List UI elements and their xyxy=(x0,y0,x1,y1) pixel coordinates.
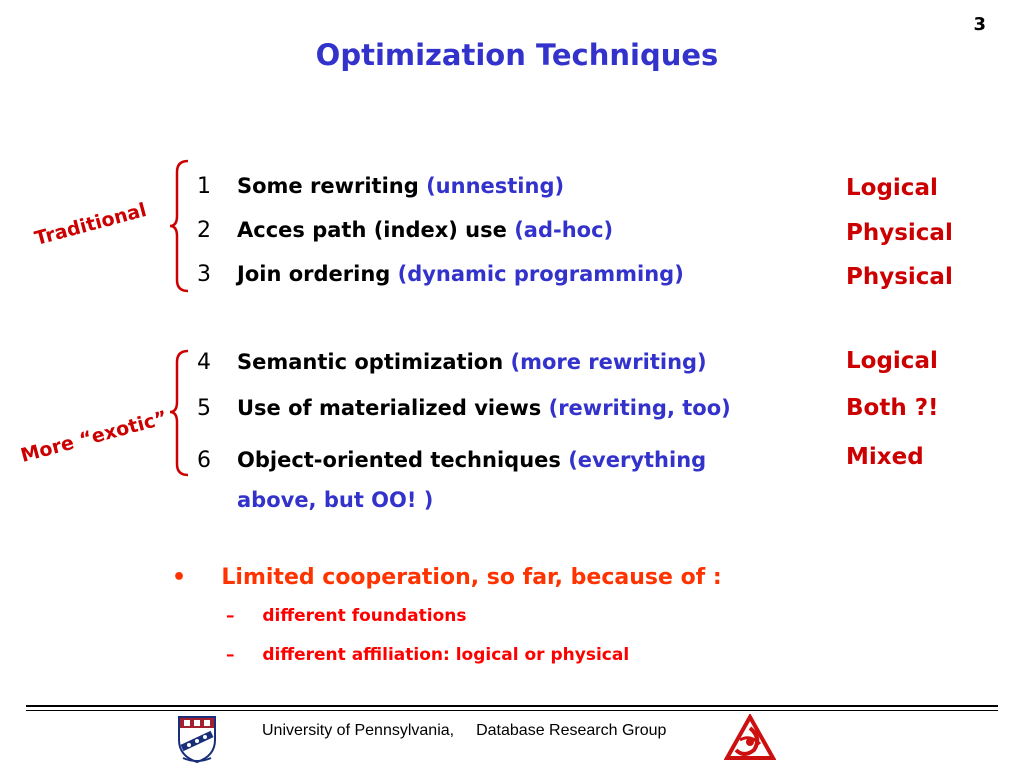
research-group-triangle-logo xyxy=(724,714,776,762)
page-number: 3 xyxy=(973,14,986,35)
item-kind: Mixed xyxy=(846,444,924,470)
bullet-marker: • xyxy=(172,565,187,590)
item-text xyxy=(237,396,731,420)
group-label-exotic: More “exotic” xyxy=(18,406,170,467)
item-note: (rewriting, too) xyxy=(548,396,731,420)
item-note: (dynamic programming) xyxy=(397,262,684,286)
item-number: 6 xyxy=(197,448,211,473)
item-kind: Physical xyxy=(846,220,953,246)
item-label: Join ordering xyxy=(237,262,398,286)
sub-bullet xyxy=(226,645,629,665)
item-kind: Logical xyxy=(846,348,938,374)
traditional-brace xyxy=(168,158,192,294)
item-note: (more rewriting) xyxy=(510,350,707,374)
footer-group: Database Research Group xyxy=(476,722,667,739)
item-kind: Logical xyxy=(846,175,938,201)
sub-bullet-marker: – xyxy=(226,606,235,626)
item-label: Acces path (index) use xyxy=(237,218,515,242)
sub-bullet-text: different affiliation: logical or physical xyxy=(262,645,630,665)
item-label: Semantic optimization xyxy=(237,350,511,374)
item-kind: Both ?! xyxy=(846,395,939,421)
sub-bullet-text: different foundations xyxy=(262,606,467,626)
sub-bullet xyxy=(226,606,466,626)
exotic-brace xyxy=(168,348,192,478)
slide-title: Optimization Techniques xyxy=(315,38,719,72)
item-note-continued: above, but OO! ) xyxy=(237,488,434,512)
item-label: Some rewriting xyxy=(237,174,427,198)
bullet-text: Limited cooperation, so far, because of : xyxy=(221,565,722,590)
item-text xyxy=(237,218,613,242)
group-label-traditional: Traditional xyxy=(32,199,149,250)
item-number: 2 xyxy=(197,218,211,243)
footer-text xyxy=(262,722,666,740)
item-note: (unnesting) xyxy=(426,174,565,198)
penn-shield-logo xyxy=(175,714,219,764)
item-label: Use of materialized views xyxy=(237,396,549,420)
item-number: 4 xyxy=(197,350,211,375)
item-note: (ad-hoc) xyxy=(514,218,614,242)
footer-rule-bottom xyxy=(26,710,998,711)
item-text xyxy=(237,174,564,198)
footer-university: University of Pennsylvania, xyxy=(262,722,455,739)
item-number: 5 xyxy=(197,396,211,421)
item-number: 1 xyxy=(197,174,211,199)
bullet-point xyxy=(172,565,722,590)
sub-bullet-marker: – xyxy=(226,645,235,665)
item-text xyxy=(237,262,684,286)
item-note: (everything xyxy=(568,448,707,472)
footer-rule-top xyxy=(26,705,998,707)
item-kind: Physical xyxy=(846,264,953,290)
item-text xyxy=(237,448,706,472)
item-text xyxy=(237,350,707,374)
item-number: 3 xyxy=(197,262,211,287)
item-label: Object-oriented techniques xyxy=(237,448,569,472)
